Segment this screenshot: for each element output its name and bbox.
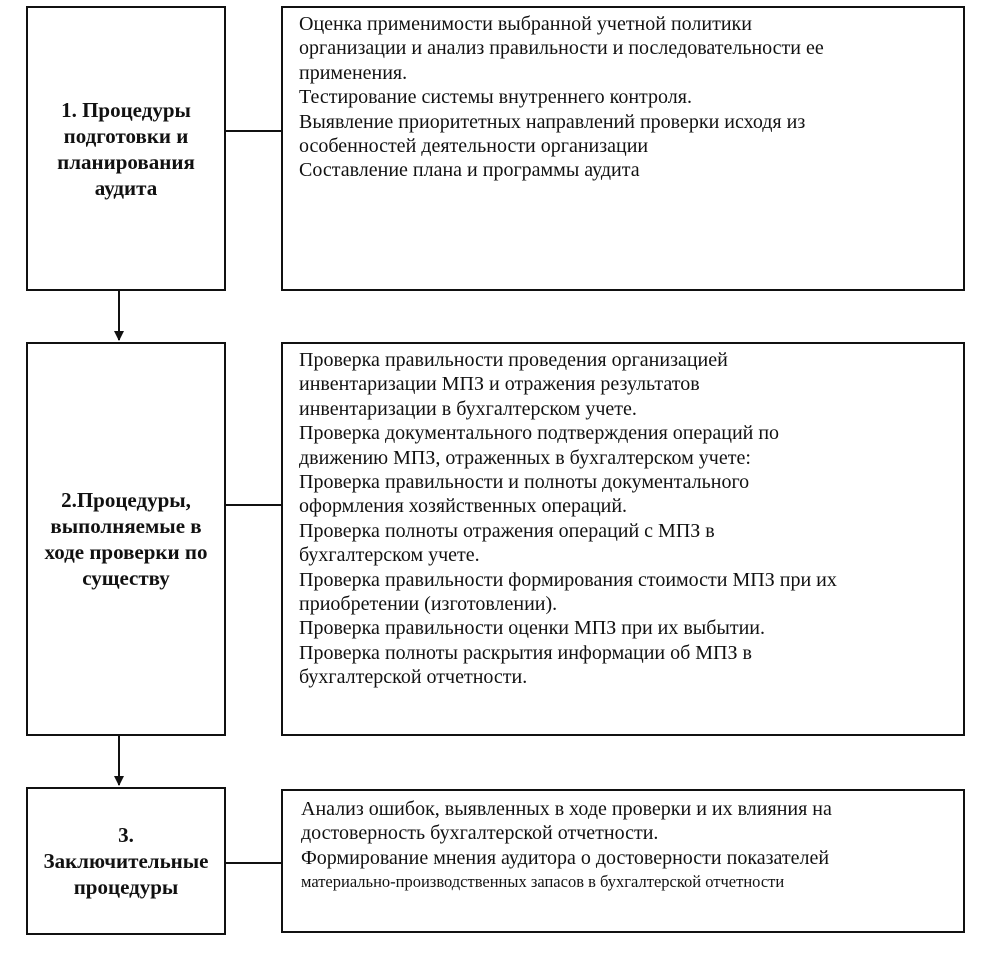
detail-line: Формирование мнения аудитора о достоверности показателей [301, 846, 830, 869]
detail-line: Проверка полноты раскрытия информации об МПЗ в [299, 641, 752, 664]
stage-2-details [281, 342, 965, 736]
detail-line: приобретении (изготовлении). [299, 593, 558, 616]
stage-2-box [26, 342, 226, 736]
detail-line: организации и анализ правильности и последовательности ее [299, 37, 824, 60]
detail-line: Оценка применимости выбранной учетной политики [299, 13, 752, 35]
detail-line: Проверка правильности оценки МПЗ при их выбытии. [299, 617, 765, 640]
stage-1-title: 1. Процедуры подготовки и планирования аудита [57, 97, 195, 200]
detail-line: Проверка правильности проведения организацией [299, 349, 728, 371]
stage-2-title: 2.Процедуры, выполняемые в ходе проверки по существу [44, 488, 208, 590]
stage-3-box [26, 787, 226, 935]
detail-line: инвентаризации в бухгалтерском учете. [299, 397, 637, 420]
detail-line: применения. [299, 61, 408, 84]
detail-line: Проверка правильности и полноты документального [299, 471, 750, 494]
detail-line: бухгалтерском учете. [299, 544, 480, 567]
detail-line: материально-производственных запасов в бухгалтерской отчетности [301, 872, 785, 892]
stage-3-details [281, 789, 965, 933]
detail-line: Тестирование системы внутреннего контроля. [299, 86, 692, 109]
stage-1-details [281, 6, 965, 291]
detail-line: Выявление приоритетных направлений проверки исходя из [299, 110, 806, 133]
detail-line: достоверность бухгалтерской отчетности. [301, 822, 659, 845]
stage-3-title: 3. Заключительные процедуры [43, 823, 209, 899]
detail-line: Проверка полноты отражения операций с МПЗ в [299, 519, 715, 542]
stage-1-box [26, 6, 226, 291]
detail-line: Анализ ошибок, выявленных в ходе проверки и их влияния на [301, 798, 832, 820]
detail-line: Проверка документального подтверждения операций по [299, 422, 780, 445]
detail-line: Проверка правильности формирования стоимости МПЗ при их [299, 568, 837, 591]
detail-line: движению МПЗ, отраженных в бухгалтерском учете: [299, 446, 751, 469]
detail-line: Составление плана и программы аудита [299, 159, 640, 182]
detail-line: особенностей деятельности организации [299, 135, 649, 158]
detail-line: инвентаризации МПЗ и отражения результатов [299, 373, 700, 396]
detail-line: оформления хозяйственных операций. [299, 495, 628, 518]
detail-line: бухгалтерской отчетности. [299, 666, 528, 689]
